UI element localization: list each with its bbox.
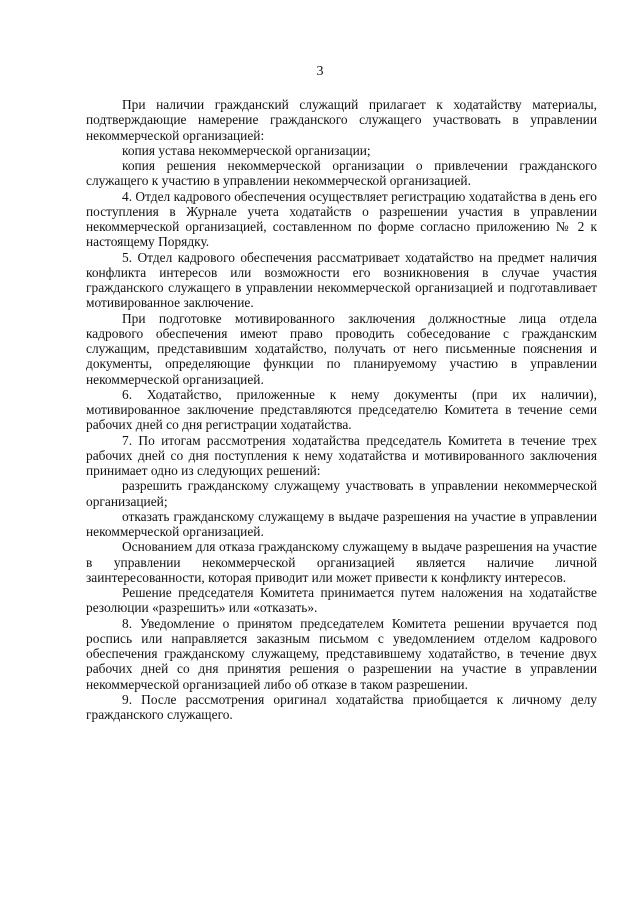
- paragraph: 9. После рассмотрения оригинал ходатайства приобщается к личному делу гражданского служащего.: [86, 691, 597, 722]
- paragraph: разрешить гражданскому служащему участвовать в управлении некоммерческой организацией;: [86, 478, 597, 509]
- paragraph: 7. По итогам рассмотрения ходатайства председатель Комитета в течение трех рабочих дней со дня поступления к нему ходатайства и мотивированного заключения принимает одно из следующих решений:: [86, 432, 597, 478]
- paragraph: При наличии гражданский служащий прилагает к ходатайству материалы, подтверждающие намерение гражданского служащего участвовать в управлении некоммерческой организацией:: [86, 97, 597, 143]
- page-number: 3: [316, 64, 324, 79]
- paragraph: 8. Уведомление о принятом председателем Комитета решении вручается под роспись или направляется заказным письмом с уведомлением отделом кадрового обеспечения гражданскому служащему, представившему ходатайство, в течение двух рабочих дней со дня принятия решения о разрешении на участие в управлении некоммерческой организацией либо об отказе в таком разрешении.: [86, 615, 597, 692]
- paragraph: 6. Ходатайство, приложенные к нему документы (при их наличии), мотивированное заключение представляются председателю Комитета в течение семи рабочих дней со дня регистрации ходатайства.: [86, 386, 597, 433]
- paragraph: копия устава некоммерческой организации;: [122, 142, 371, 158]
- paragraph: 4. Отдел кадрового обеспечения осуществляет регистрацию ходатайства в день его поступления в Журнале учета ходатайств о разрешении участия в управлении некоммерческой организацией, составленном по форме согласно приложению № 2 к настоящему Порядку.: [86, 188, 597, 250]
- paragraph: копия решения некоммерческой организации о привлечении гражданского служащего к участию в управлении некоммерческой организацией.: [86, 158, 597, 189]
- paragraph: Основанием для отказа гражданскому служащему в выдаче разрешения на участие в управлении некоммерческой организацией является наличие личной заинтересованности, которая приводит или может привести к конфликту интересов.: [86, 539, 597, 585]
- paragraph: отказать гражданскому служащему в выдаче разрешения на участие в управлении некоммерческой организацией.: [86, 508, 597, 539]
- document-body: [86, 97, 597, 722]
- paragraph: 5. Отдел кадрового обеспечения рассматривает ходатайство на предмет наличия конфликта интересов или возможности его возникновения в случае участия гражданского служащего в управлении некоммерческой организацией и подготавливает мотивированное заключение.: [86, 249, 597, 311]
- paragraph: Решение председателя Комитета принимается путем наложения на ходатайстве резолюции «разрешить» или «отказать».: [86, 585, 597, 616]
- paragraph: При подготовке мотивированного заключения должностные лица отдела кадрового обеспечения имеют право проводить собеседование с гражданским служащим, представившим ходатайство, получать от него письменные пояснения и документы, определяющие функции по планируемому участию в управлении некоммерческой организацией.: [86, 310, 597, 387]
